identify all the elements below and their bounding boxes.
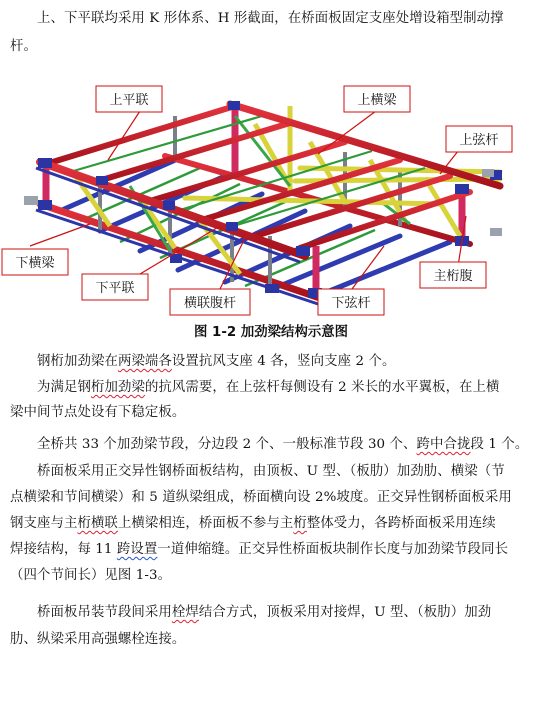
paragraph-3: 全桥共 33 个加劲梁节段，分边段 2 个、一般标准节段 30 个、跨中合拢段 1 个。 [37, 437, 529, 452]
paragraph-2: 为满足钢桁加劲梁的抗风需要，在上弦杆每侧设有 2 米长的水平翼板，在上横 [37, 380, 500, 395]
paragraph-1: 钢桁加劲梁在两梁端各设置抗风支座 4 各，竖向支座 2 个。 [37, 354, 396, 369]
callout-main-web [420, 262, 486, 288]
paragraph-5-line-2: 肋、纵梁采用高强螺栓连接。 [10, 632, 186, 647]
svg-text:横联腹杆: 横联腹杆 [183, 296, 237, 311]
intro-line-1: 上、下平联均采用 K 形体系、H 形截面，在桥面板固定支座处增设箱型制动撑 [37, 11, 504, 26]
callout-upper-chord [446, 126, 512, 152]
svg-text:上平联: 上平联 [109, 93, 149, 108]
paragraph-4-line-3: 钢支座与主桁横联上横梁相连，桥面板不参与主桁整体受力，各跨桥面板采用连续 [10, 516, 496, 531]
paragraph-2-cont: 梁中间节点处设有下稳定板。 [10, 405, 186, 420]
figure-caption: 图 1-2 加劲梁结构示意图 [193, 325, 349, 340]
svg-text:下横梁: 下横梁 [15, 256, 55, 271]
paragraph-4-line-4: 焊接结构，每 11 跨设置一道伸缩缝。正交异性桥面板块制作长度与加劲梁节段同长 [10, 542, 509, 557]
svg-text:下平联: 下平联 [95, 281, 135, 296]
callout-cross-web [170, 289, 250, 315]
svg-text:下弦杆: 下弦杆 [331, 296, 371, 311]
callout-lower-crossbeam [2, 249, 68, 275]
intro-line-2: 杆。 [10, 39, 37, 54]
svg-text:上横梁: 上横梁 [357, 93, 397, 108]
callout-lower-lateral [82, 274, 148, 300]
svg-text:上弦杆: 上弦杆 [459, 133, 499, 148]
paragraph-4-line-1: 桥面板采用正交异性钢桥面板结构，由顶板、U 型、（板肋）加劲肋、横梁（节 [37, 464, 505, 479]
callout-lower-chord [318, 289, 384, 315]
truss-figure [0, 76, 542, 316]
paragraph-4-line-5: （四个节间长）见图 1-3。 [10, 568, 172, 583]
paragraph-4-line-2: 点横梁和节间横梁）和 5 道纵梁组成，桥面横向设 2%坡度。正交异性钢桥面板采用 [10, 490, 512, 505]
svg-text:主桁腹: 主桁腹 [433, 269, 473, 284]
callout-upper-crossbeam [344, 86, 410, 112]
paragraph-5-line-1: 桥面板吊装节段间采用栓焊结合方式，顶板采用对接焊，U 型、（板肋）加劲 [37, 605, 492, 620]
callout-upper-lateral [96, 86, 162, 112]
